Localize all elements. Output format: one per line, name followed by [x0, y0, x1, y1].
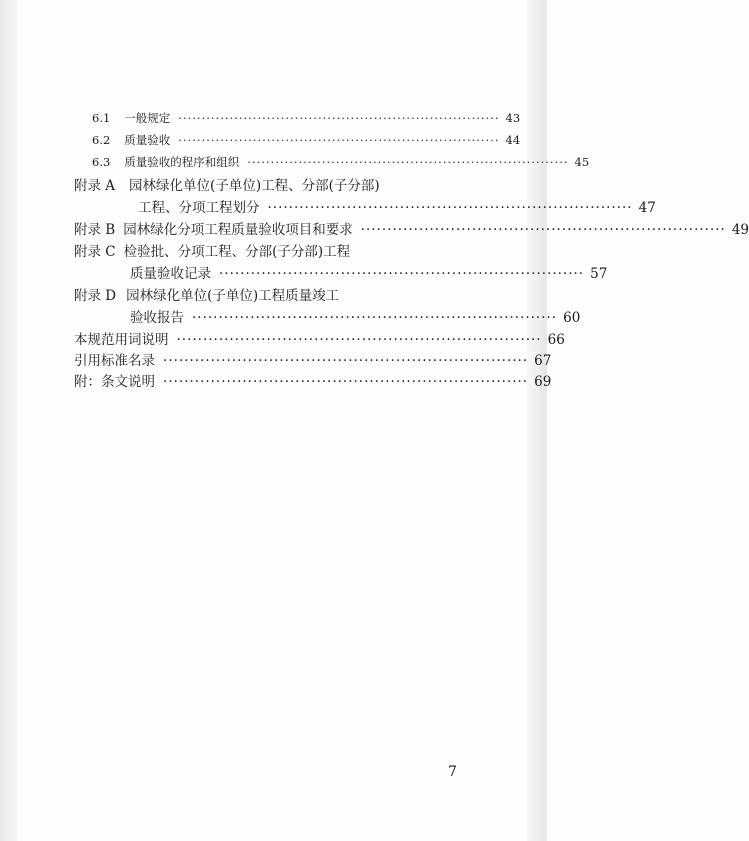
leader-dots: ·····································································	[247, 155, 569, 169]
section-number: 6.2	[92, 133, 111, 147]
leader-dots: ·····································································	[178, 133, 500, 147]
toc-entry-appendix-b[interactable]	[74, 218, 749, 238]
section-number: 6.1	[92, 111, 111, 125]
toc-entry-6-2[interactable]	[92, 132, 521, 148]
leader-dots: ·····································································	[163, 374, 529, 390]
appendix-number: 附录 C	[74, 244, 116, 260]
toc-entry-usage-terms[interactable]	[74, 328, 565, 348]
toc-entry-explanatory-notes[interactable]	[74, 370, 552, 390]
appendix-title-line1: 园林绿化单位(子单位)工程质量竣工	[126, 288, 340, 304]
leader-dots: ·····································································	[219, 266, 585, 282]
appendix-title-line1: 园林绿化单位(子单位)工程、分部(子分部)	[129, 178, 380, 194]
leader-dots: ·····································································	[163, 353, 529, 369]
page-ref: 45	[574, 155, 590, 169]
page-ref: 47	[638, 200, 656, 216]
page-ref: 67	[534, 353, 552, 369]
appendix-title-line2: 工程、分项工程划分	[138, 200, 260, 216]
section-title: 质量验收的程序和组织	[124, 155, 240, 169]
appendix-title-line1: 检验批、分项工程、分部(子分部)工程	[123, 244, 351, 260]
toc-entry-6-3[interactable]	[92, 154, 590, 170]
entry-title: 引用标准名录	[74, 353, 155, 369]
toc-entry-appendix-d[interactable]	[74, 284, 477, 304]
page-ref: 44	[505, 133, 521, 147]
leader-dots: ·····································································	[176, 332, 542, 348]
appendix-title-line2: 质量验收记录	[130, 266, 211, 282]
toc-entry-appendix-c[interactable]	[74, 240, 477, 260]
appendix-title: 园林绿化分项工程质量验收项目和要求	[123, 222, 353, 238]
page-ref: 57	[590, 266, 608, 282]
appendix-title-line2: 验收报告	[130, 310, 184, 326]
toc-entry-referenced-standards[interactable]	[74, 349, 552, 369]
section-title: 质量验收	[124, 133, 171, 147]
leader-dots: ·····································································	[178, 111, 500, 125]
page-ref: 43	[505, 111, 521, 125]
page-ref: 49	[731, 222, 749, 238]
entry-title: 附：条文说明	[74, 374, 155, 390]
leader-dots: ·····································································	[267, 200, 633, 216]
appendix-number: 附录 B	[74, 222, 116, 238]
table-of-contents	[0, 0, 749, 400]
page-number: 7	[448, 764, 457, 780]
page-ref: 66	[547, 332, 565, 348]
section-title: 一般规定	[124, 111, 171, 125]
page-ref: 69	[534, 374, 552, 390]
toc-entry-appendix-c-cont[interactable]	[130, 262, 608, 282]
toc-entry-appendix-d-cont[interactable]	[130, 306, 581, 326]
section-number: 6.3	[92, 155, 111, 169]
page-ref: 60	[563, 310, 581, 326]
toc-entry-appendix-a[interactable]	[74, 174, 477, 194]
leader-dots: ·····································································	[360, 222, 726, 238]
appendix-number: 附录 A	[74, 178, 116, 194]
toc-entry-6-1[interactable]	[92, 110, 521, 126]
toc-entry-appendix-a-cont[interactable]	[138, 196, 656, 216]
appendix-number: 附录 D	[74, 288, 117, 304]
entry-title: 本规范用词说明	[74, 332, 169, 348]
leader-dots: ·····································································	[192, 310, 558, 326]
